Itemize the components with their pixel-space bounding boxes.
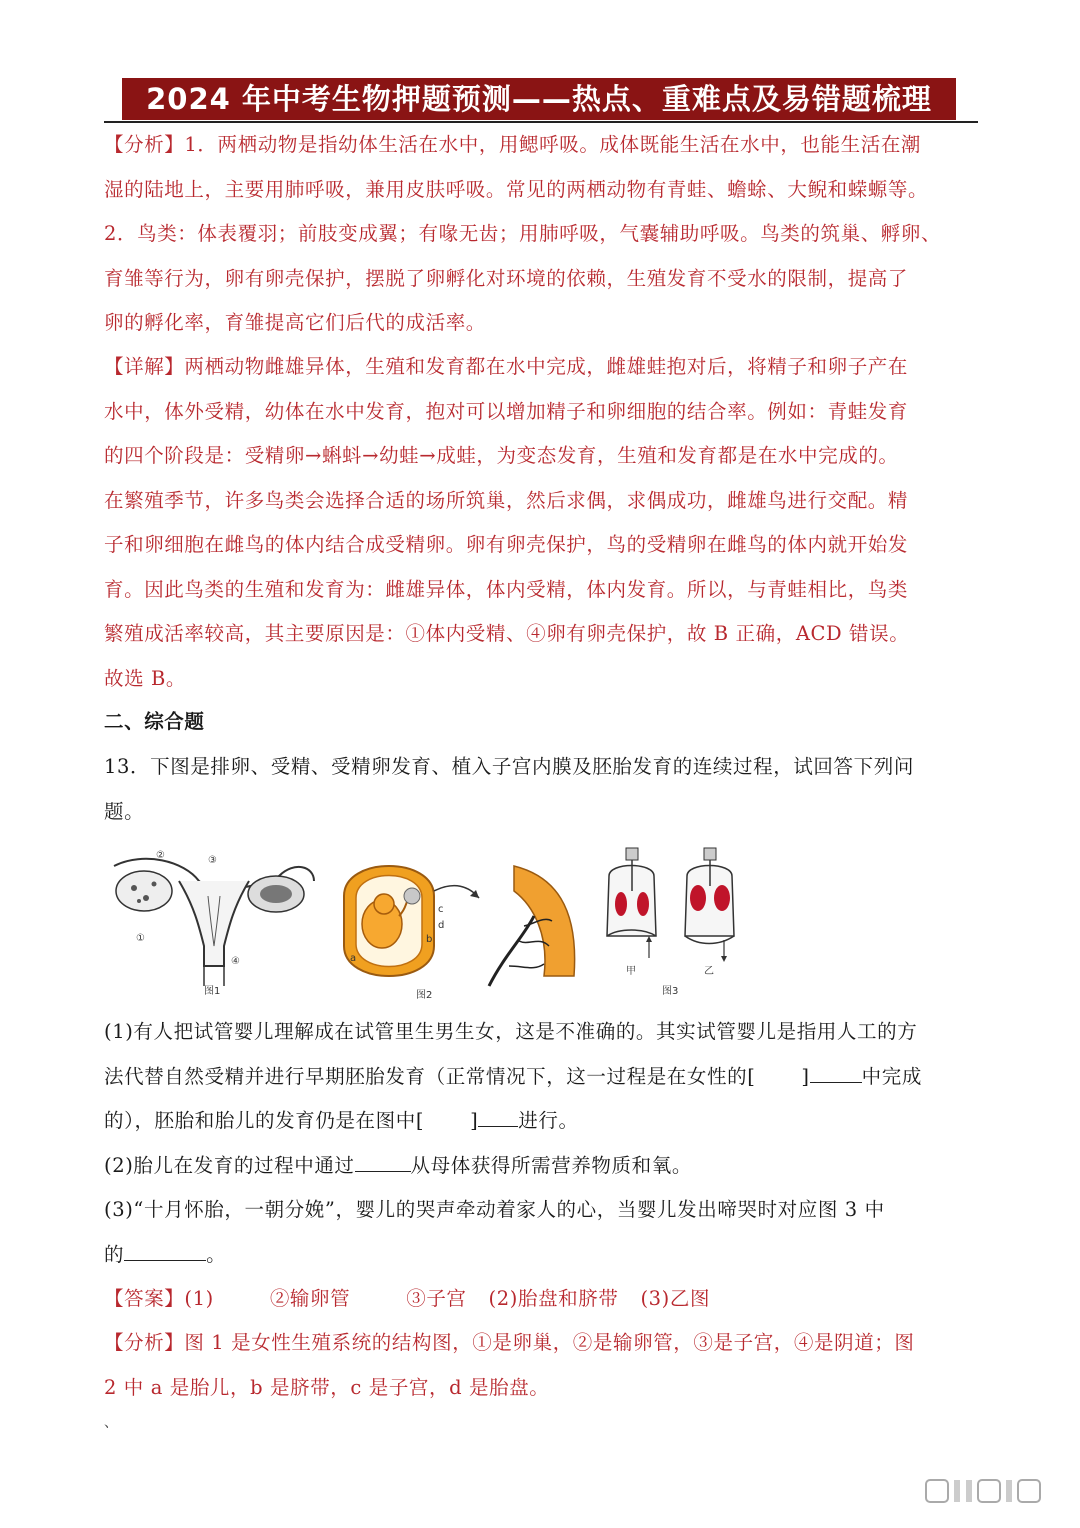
subquestion-1-line-2: 法代替自然受精并进行早期胚胎发育（正常情况下，这一过程是在女性的[ ] 中完成 xyxy=(104,1055,976,1100)
detail-line: 在繁殖季节，许多鸟类会选择合适的场所筑巢，然后求偶，求偶成功，雌雄鸟进行交配。精 xyxy=(104,488,909,512)
fig1-label-1: ① xyxy=(136,933,145,944)
detail-tag: 【详解】 xyxy=(104,355,185,378)
fig1-label-3: ③ xyxy=(208,855,217,866)
detail-block xyxy=(104,345,976,701)
analysis-line: 2 中 a 是胎儿，b 是脐带，c 是子宫，d 是胎盘。 xyxy=(104,1375,550,1399)
subquestion-1-line-1: (1)有人把试管婴儿理解成在试管里生男生女，这是不准确的。其实试管婴儿是指用人工的方 xyxy=(104,1020,918,1043)
detail-line: 故选 B。 xyxy=(104,666,187,690)
subquestion-1-line-3: 的），胚胎和胎儿的发育仍是在图中[ ] 进行。 xyxy=(104,1099,976,1144)
fig3-label-jia: 甲 xyxy=(626,966,636,977)
fig2-caption: 图2 xyxy=(416,990,433,1001)
fig2-label-b: b xyxy=(426,934,433,945)
question-line: 题。 xyxy=(104,799,145,823)
detail-line: 水中，体外受精，幼体在水中发育，抱对可以增加精子和卵细胞的结合率。例如：青蛙发育 xyxy=(104,399,909,423)
figure-1-reproductive-system xyxy=(114,850,314,997)
fig3-caption: 图3 xyxy=(662,986,679,997)
answer-tag: 【答案】 xyxy=(104,1287,185,1310)
fig2-label-a: a xyxy=(350,953,357,964)
answer-part: (3)乙图 xyxy=(640,1287,711,1310)
answer-part: (2)胎盘和脐带 xyxy=(488,1287,619,1310)
figure-3-bell-jars xyxy=(607,848,734,997)
detail-line: 【详解】两栖动物雌雄异体，生殖和发育都在水中完成，雌雄蛙抱对后，将精子和卵子产在 xyxy=(104,355,909,378)
question-line: 13．下图是排卵、受精、受精卵发育、植入子宫内膜及胚胎发育的连续过程，试回答下列问 xyxy=(104,755,914,778)
answer-part: ②输卵管 xyxy=(269,1287,351,1310)
analysis-tag: 【分析】 xyxy=(104,133,185,156)
fig1-label-4: ④ xyxy=(231,956,240,967)
figure-2-fetus-placenta xyxy=(344,866,575,1001)
answer-blank xyxy=(124,1240,206,1261)
answer-block xyxy=(104,1277,976,1322)
page-title: 2024 年中考生物押题预测——热点、重难点及易错题梳理 xyxy=(122,78,956,120)
subquestion-3-line-2: 的 。 xyxy=(104,1233,976,1278)
answer-blank xyxy=(810,1062,862,1083)
fig2-label-d: d xyxy=(438,920,445,931)
answer-part: ③子宫 xyxy=(406,1287,467,1310)
detail-line: 繁殖成活率较高，其主要原因是：①体内受精、④卵有卵壳保护，故 B 正确，ACD 错误。 xyxy=(104,622,910,645)
detail-line: 子和卵细胞在雌鸟的体内结合成受精卵。卵有卵壳保护，鸟的受精卵在雌鸟的体内就开始发 xyxy=(104,533,909,556)
analysis-tag: 【分析】 xyxy=(104,1331,185,1354)
fig1-label-2: ② xyxy=(156,850,165,861)
subquestions-block xyxy=(104,1010,976,1277)
analysis-block-2 xyxy=(104,1321,976,1410)
analysis-line: 【分析】1．两栖动物是指幼体生活在水中，用鳃呼吸。成体既能生活在水中，也能生活在潮 xyxy=(104,133,922,156)
answer-blank xyxy=(478,1107,518,1128)
question-13 xyxy=(104,745,976,834)
answer-part: (1) xyxy=(184,1287,214,1310)
stray-mark: 、 xyxy=(104,1415,118,1431)
analysis-line: 【分析】图 1 是女性生殖系统的结构图，①是卵巢，②是输卵管，③是子宫，④是阴道；图 xyxy=(104,1331,915,1354)
page-corner-icon xyxy=(920,1476,1060,1506)
section-heading: 二、综合题 xyxy=(104,710,205,733)
subquestion-3-line-1: (3)“十月怀胎，一朝分娩”，婴儿的哭声牵动着家人的心，当婴儿发出啼哭时对应图 3 中 xyxy=(104,1198,885,1221)
subquestion-2: (2)胎儿在发育的过程中通过 从母体获得所需营养物质和氧。 xyxy=(104,1144,976,1189)
fig3-label-yi: 乙 xyxy=(704,966,714,977)
detail-line: 的四个阶段是：受精卵→蝌蚪→幼蛙→成蛙，为变态发育，生殖和发育都是在水中完成的。 xyxy=(104,444,899,467)
fig1-caption: 图1 xyxy=(204,986,221,997)
answer-blank xyxy=(355,1151,411,1172)
analysis-line: 育雏等行为，卵有卵壳保护，摆脱了卵孵化对环境的依赖，生殖发育不受水的限制，提高了 xyxy=(104,266,909,290)
analysis-block-1 xyxy=(104,123,976,346)
figures-panel xyxy=(104,836,784,1006)
fig2-label-c: c xyxy=(438,904,444,915)
analysis-line: 湿的陆地上，主要用肺呼吸，兼用皮肤呼吸。常见的两栖动物有青蛙、蟾蜍、大鲵和蝾螈等。 xyxy=(104,177,929,201)
analysis-line: 卵的孵化率，育雏提高它们后代的成活率。 xyxy=(104,311,486,334)
detail-line: 育。因此鸟类的生殖和发育为：雌雄异体，体内受精，体内发育。所以，与青蛙相比，鸟类 xyxy=(104,577,909,601)
analysis-line: 2．鸟类：体表覆羽；前肢变成翼；有喙无齿；用肺呼吸，气囊辅助呼吸。鸟类的筑巢、孵卵、 xyxy=(104,222,942,245)
